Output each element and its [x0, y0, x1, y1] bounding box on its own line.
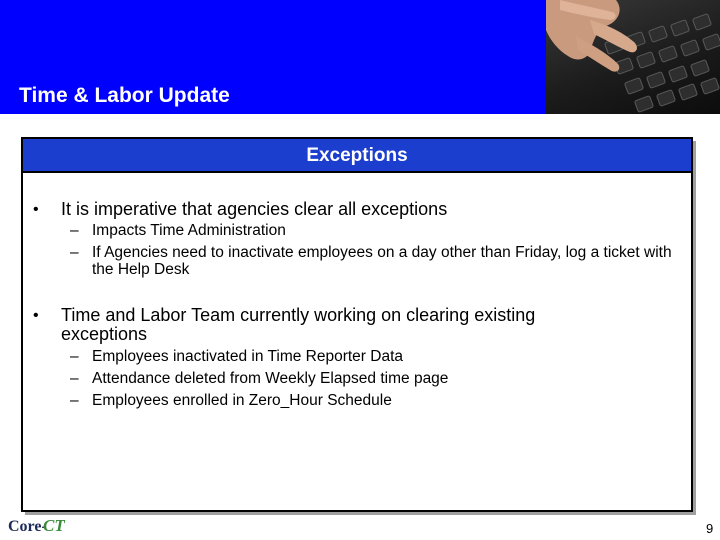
core-ct-logo [8, 516, 70, 538]
panel-title: Exceptions [23, 139, 691, 173]
sub-bullet-text: Impacts Time Administration [92, 222, 286, 239]
bullet-text: It is imperative that agencies clear all exceptions [61, 199, 448, 219]
sub-bullet-text: If Agencies need to inactivate employees on a day other than Friday, log a ticket with the Help Desk [92, 244, 672, 278]
logo-ct-text: CT [43, 516, 65, 535]
bullet-dot-icon: • [33, 201, 39, 218]
panel-shadow [693, 141, 696, 515]
dash-icon: – [70, 244, 79, 261]
sub-bullet-text: Employees inactivated in Time Reporter Data [92, 348, 404, 365]
keyboard-hand-photo-icon [546, 0, 720, 114]
panel-shadow [25, 512, 696, 515]
page-number: 9 [706, 521, 714, 536]
bullet-dot-icon: • [33, 307, 39, 324]
dash-icon: – [70, 348, 79, 365]
dash-icon: – [70, 392, 79, 409]
slide-title: Time & Labor Update [19, 84, 230, 107]
dash-icon: – [70, 222, 79, 239]
bullet-text: Time and Labor Team currently working on clearing existing exceptions [61, 305, 536, 344]
sub-bullet-text: Attendance deleted from Weekly Elapsed time page [92, 370, 449, 387]
logo-core-text: Core- [8, 518, 47, 535]
dash-icon: – [70, 370, 79, 387]
slide-header [0, 0, 720, 114]
sub-bullet-text: Employees enrolled in Zero_Hour Schedule [92, 392, 392, 409]
content-panel [21, 137, 693, 512]
